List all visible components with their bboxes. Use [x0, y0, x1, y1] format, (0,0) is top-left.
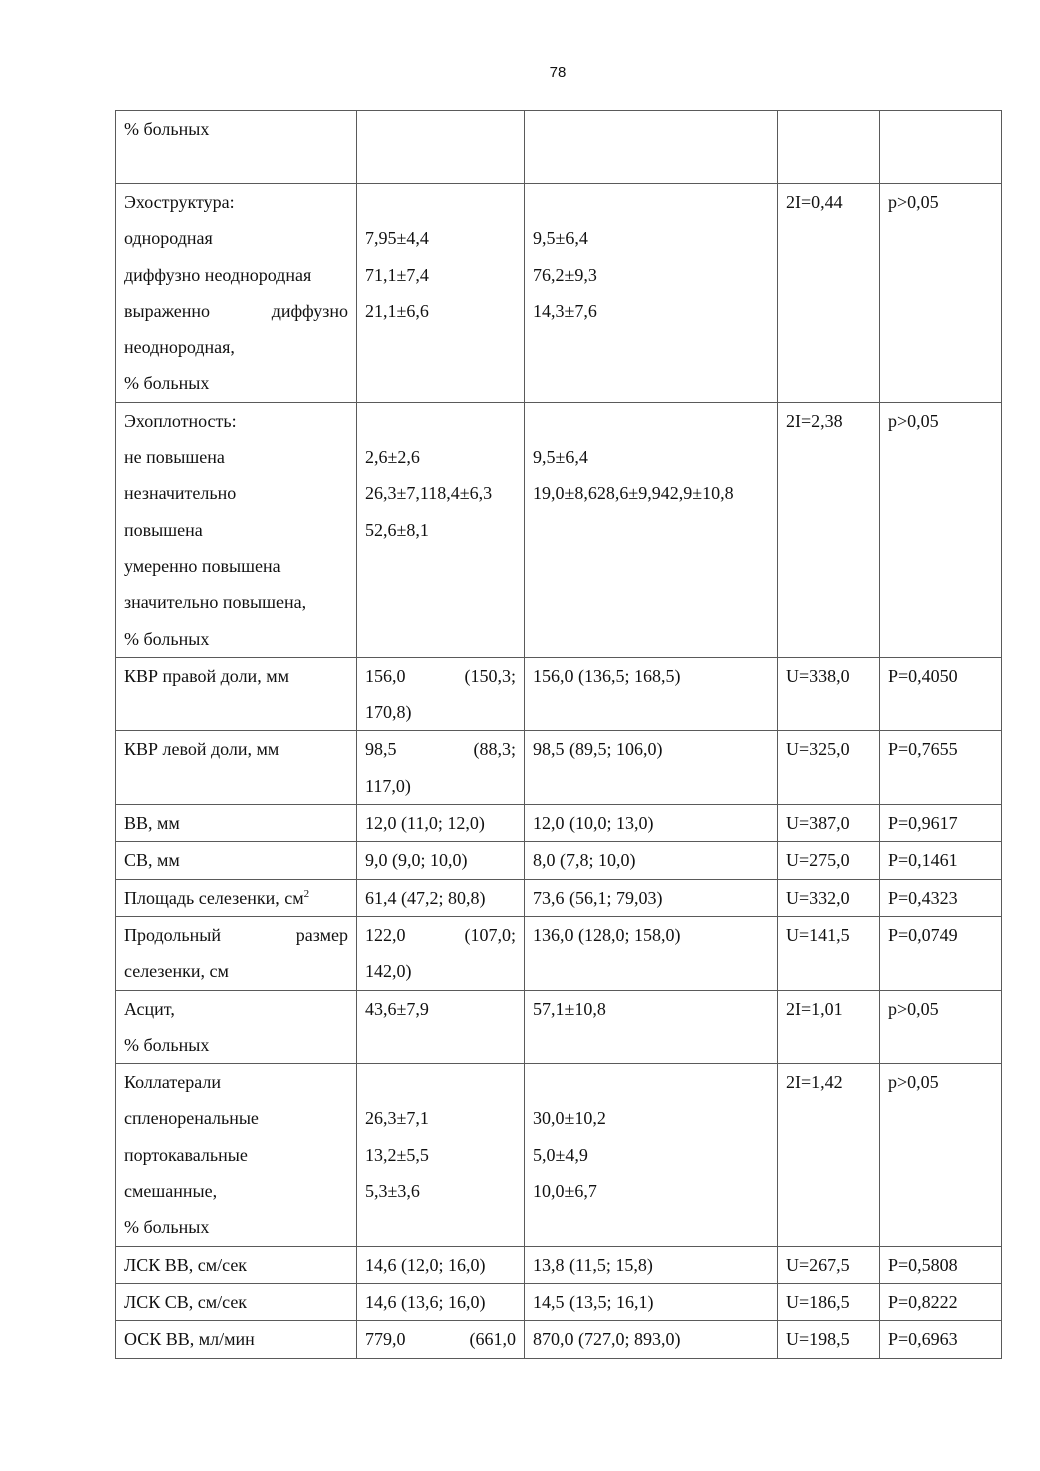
cell-line: значительно повышена,: [124, 592, 307, 613]
parameter-cell: [116, 879, 357, 916]
parameter-cell: [116, 402, 357, 657]
cell-line: 57,1±10,8: [533, 998, 606, 1019]
test-statistic-cell: [778, 1246, 880, 1283]
cell-line: 870,0 (727,0; 893,0): [533, 1329, 681, 1350]
cell-line: 30,0±10,2: [533, 1108, 606, 1129]
cell-line: 2,6±2,6: [365, 447, 420, 468]
cell-line: 43,6±7,9: [365, 998, 429, 1019]
cell-line: P=0,4323: [888, 887, 958, 908]
cell-line: P=0,4050: [888, 665, 958, 686]
cell-line: 14,6 (12,0; 16,0): [365, 1254, 486, 1275]
cell-line: P=0,0749: [888, 924, 958, 945]
cell-line: 61,4 (47,2; 80,8): [365, 887, 486, 908]
row-echostructure: [116, 184, 1002, 403]
cell-line: % больных: [124, 1034, 210, 1055]
row-spleen-area: [116, 879, 1002, 916]
cell-line: незначительно: [124, 483, 237, 504]
cell-line: 2I=2,38: [786, 410, 843, 431]
cell-line: повышена: [124, 519, 203, 540]
test-statistic-cell: [778, 731, 880, 805]
cell-line: % больных: [124, 1217, 210, 1238]
test-statistic-cell: [778, 1064, 880, 1246]
cell-line: U=141,5: [786, 924, 850, 945]
group2-cell: [525, 879, 778, 916]
cell-line: U=275,0: [786, 850, 850, 871]
cell-line: U=338,0: [786, 665, 850, 686]
p-value-cell: [880, 990, 1002, 1064]
page-number: 78: [549, 64, 567, 81]
cell-line: 14,5 (13,5; 16,1): [533, 1291, 654, 1312]
cell-line: P=0,7655: [888, 739, 958, 760]
cell-line: 98,5 (88,3;: [365, 739, 516, 760]
test-statistic-cell: [778, 184, 880, 403]
cell-line: Эхоструктура:: [124, 192, 235, 212]
row-osk-vv: [116, 1321, 1002, 1358]
cell-line: 9,5±6,4: [533, 228, 588, 249]
cell-line: % больных: [124, 628, 210, 649]
test-statistic-cell: [778, 402, 880, 657]
cell-line: P=0,5808: [888, 1254, 958, 1275]
group1-cell: [357, 1283, 525, 1320]
cell-line: ВВ, мм: [124, 813, 180, 834]
p-value-cell: [880, 842, 1002, 879]
cell-line: 9,5±6,4: [533, 447, 588, 468]
cell-line: 13,8 (11,5; 15,8): [533, 1254, 653, 1275]
cell-line: [533, 1064, 769, 1100]
cell-line: 8,0 (7,8; 10,0): [533, 850, 636, 871]
parameter-cell: [116, 111, 357, 184]
cell-line: U=186,5: [786, 1291, 850, 1312]
test-statistic-cell: [778, 111, 880, 184]
cell-line: ЛСК ВВ, см/сек: [124, 1254, 248, 1275]
cell-line: 5,3±3,6: [365, 1181, 420, 1202]
test-statistic-cell: [778, 1321, 880, 1358]
group1-cell: [357, 916, 525, 990]
parameter-cell: [116, 842, 357, 879]
group1-cell: [357, 111, 525, 184]
row-collaterals: [116, 1064, 1002, 1246]
cell-line: 170,8): [365, 702, 412, 723]
cell-line: 14,3±7,6: [533, 300, 597, 321]
group1-cell: [357, 184, 525, 403]
cell-line: портокавальные: [124, 1144, 248, 1165]
cell-line: 26,3±7,118,4±6,3: [365, 483, 493, 504]
p-value-cell: [880, 111, 1002, 184]
cell-line: 142,0): [365, 961, 412, 982]
row-lsk-vv: [116, 1246, 1002, 1283]
cell-line: 98,5 (89,5; 106,0): [533, 739, 663, 760]
cell-line: 19,0±8,628,6±9,942,9±10,8: [533, 483, 734, 504]
p-value-cell: [880, 731, 1002, 805]
row-echodensity: [116, 402, 1002, 657]
p-value-cell: [880, 916, 1002, 990]
cell-line: P=0,8222: [888, 1291, 958, 1312]
cell-line: 2I=1,01: [786, 998, 843, 1019]
cell-line: ЛСК СВ, см/сек: [124, 1291, 248, 1312]
parameter-cell: [116, 1064, 357, 1246]
cell-line: 117,0): [365, 775, 411, 796]
group1-cell: [357, 805, 525, 842]
parameter-cell: [116, 184, 357, 403]
parameter-cell: [116, 916, 357, 990]
test-statistic-cell: [778, 842, 880, 879]
group2-cell: [525, 1321, 778, 1358]
cell-line: 7,95±4,4: [365, 228, 429, 249]
row-pct-patients: [116, 111, 1002, 184]
cell-line: 156,0 (136,5; 168,5): [533, 665, 681, 686]
group1-cell: [357, 990, 525, 1064]
cell-line: Эхоплотность:: [124, 410, 237, 431]
row-ascites: [116, 990, 1002, 1064]
parameter-cell: [116, 1321, 357, 1358]
cell-line: 52,6±8,1: [365, 519, 429, 540]
parameter-cell: [116, 1283, 357, 1320]
parameter-cell: [116, 731, 357, 805]
cell-line: умеренно повышена: [124, 555, 281, 576]
cell-line: [365, 403, 516, 439]
group2-cell: [525, 657, 778, 731]
cell-line: Асцит,: [124, 998, 175, 1019]
cell-line: 10,0±6,7: [533, 1181, 597, 1202]
parameter-cell: [116, 990, 357, 1064]
p-value-cell: [880, 402, 1002, 657]
group1-cell: [357, 842, 525, 879]
cell-line: Площадь селезенки, $см^2$: [124, 887, 310, 908]
group1-cell: [357, 1246, 525, 1283]
parameter-cell: [116, 657, 357, 731]
cell-line: ОСК ВВ, мл/мин: [124, 1329, 255, 1350]
cell-line: Продольный размер: [124, 924, 348, 945]
row-vv: [116, 805, 1002, 842]
group1-cell: [357, 731, 525, 805]
cell-line: не повышена: [124, 447, 225, 468]
cell-line: 136,0 (128,0; 158,0): [533, 924, 681, 945]
cell-line: выраженно диффузно: [124, 300, 348, 321]
group2-cell: [525, 184, 778, 403]
cell-line: U=267,5: [786, 1254, 850, 1275]
p-value-cell: [880, 879, 1002, 916]
row-lsk-sv: [116, 1283, 1002, 1320]
group2-cell: [525, 805, 778, 842]
cell-line: 14,6 (13,6; 16,0): [365, 1291, 486, 1312]
group2-cell: [525, 402, 778, 657]
cell-line: спленоренальные: [124, 1108, 259, 1129]
cell-line: U=387,0: [786, 813, 850, 834]
cell-line: селезенки, см: [124, 961, 229, 982]
cell-line: p>0,05: [888, 192, 939, 212]
cell-line: КВР правой доли, мм: [124, 665, 289, 686]
group1-cell: [357, 1064, 525, 1246]
cell-line: U=325,0: [786, 739, 850, 760]
p-value-cell: [880, 1246, 1002, 1283]
cell-line: U=198,5: [786, 1329, 850, 1350]
cell-line: однородная: [124, 228, 213, 249]
cell-line: % больных: [124, 119, 210, 139]
cell-line: СВ, мм: [124, 850, 180, 871]
test-statistic-cell: [778, 805, 880, 842]
test-statistic-cell: [778, 990, 880, 1064]
group1-cell: [357, 402, 525, 657]
parameter-cell: [116, 1246, 357, 1283]
cell-line: P=0,6963: [888, 1329, 958, 1350]
group2-cell: [525, 842, 778, 879]
cell-line: 73,6 (56,1; 79,03): [533, 887, 663, 908]
group1-cell: [357, 879, 525, 916]
cell-line: U=332,0: [786, 887, 850, 908]
group2-cell: [525, 1064, 778, 1246]
row-kvr-left: [116, 731, 1002, 805]
cell-line: 122,0 (107,0;: [365, 924, 516, 945]
p-value-cell: [880, 184, 1002, 403]
cell-line: [533, 184, 769, 220]
cell-line: p>0,05: [888, 1072, 939, 1093]
row-spleen-length: [116, 916, 1002, 990]
group1-cell: [357, 657, 525, 731]
cell-line: КВР левой доли, мм: [124, 739, 280, 760]
cell-line: p>0,05: [888, 998, 939, 1019]
group2-cell: [525, 1246, 778, 1283]
cell-line: неоднородная,: [124, 337, 235, 358]
row-kvr-right: [116, 657, 1002, 731]
test-statistic-cell: [778, 657, 880, 731]
cell-line: 21,1±6,6: [365, 300, 429, 321]
cell-line: 5,0±4,9: [533, 1144, 588, 1165]
cell-line: смешанные,: [124, 1181, 218, 1202]
cell-line: 71,1±7,4: [365, 264, 429, 285]
cell-line: 156,0 (150,3;: [365, 665, 516, 686]
cell-line: 76,2±9,3: [533, 264, 597, 285]
cell-line: 2I=0,44: [786, 192, 843, 212]
cell-line: 9,0 (9,0; 10,0): [365, 850, 468, 871]
row-sv: [116, 842, 1002, 879]
group2-cell: [525, 1283, 778, 1320]
test-statistic-cell: [778, 879, 880, 916]
cell-line: [365, 184, 516, 220]
group1-cell: [357, 1321, 525, 1358]
group2-cell: [525, 990, 778, 1064]
group2-cell: [525, 916, 778, 990]
cell-line: 26,3±7,1: [365, 1108, 429, 1129]
p-value-cell: [880, 1064, 1002, 1246]
p-value-cell: [880, 805, 1002, 842]
cell-line: диффузно неоднородная: [124, 264, 312, 285]
cell-line: 12,0 (10,0; 13,0): [533, 813, 654, 834]
p-value-cell: [880, 1321, 1002, 1358]
cell-line: % больных: [124, 373, 210, 394]
test-statistic-cell: [778, 1283, 880, 1320]
p-value-cell: [880, 657, 1002, 731]
superscript: 2: [303, 887, 310, 900]
cell-line: [533, 403, 769, 439]
group2-cell: [525, 111, 778, 184]
parameter-cell: [116, 805, 357, 842]
cell-line: P=0,9617: [888, 813, 958, 834]
group2-cell: [525, 731, 778, 805]
results-table: [115, 110, 1002, 1359]
cell-line: 2I=1,42: [786, 1072, 843, 1093]
cell-line: 12,0 (11,0; 12,0): [365, 813, 485, 834]
cell-line: P=0,1461: [888, 850, 958, 871]
cell-line: [365, 1064, 516, 1100]
cell-line: 779,0 (661,0: [365, 1329, 516, 1350]
cell-line: 13,2±5,5: [365, 1144, 429, 1165]
cell-line: p>0,05: [888, 410, 939, 431]
test-statistic-cell: [778, 916, 880, 990]
cell-line: Коллатерали: [124, 1072, 221, 1093]
p-value-cell: [880, 1283, 1002, 1320]
